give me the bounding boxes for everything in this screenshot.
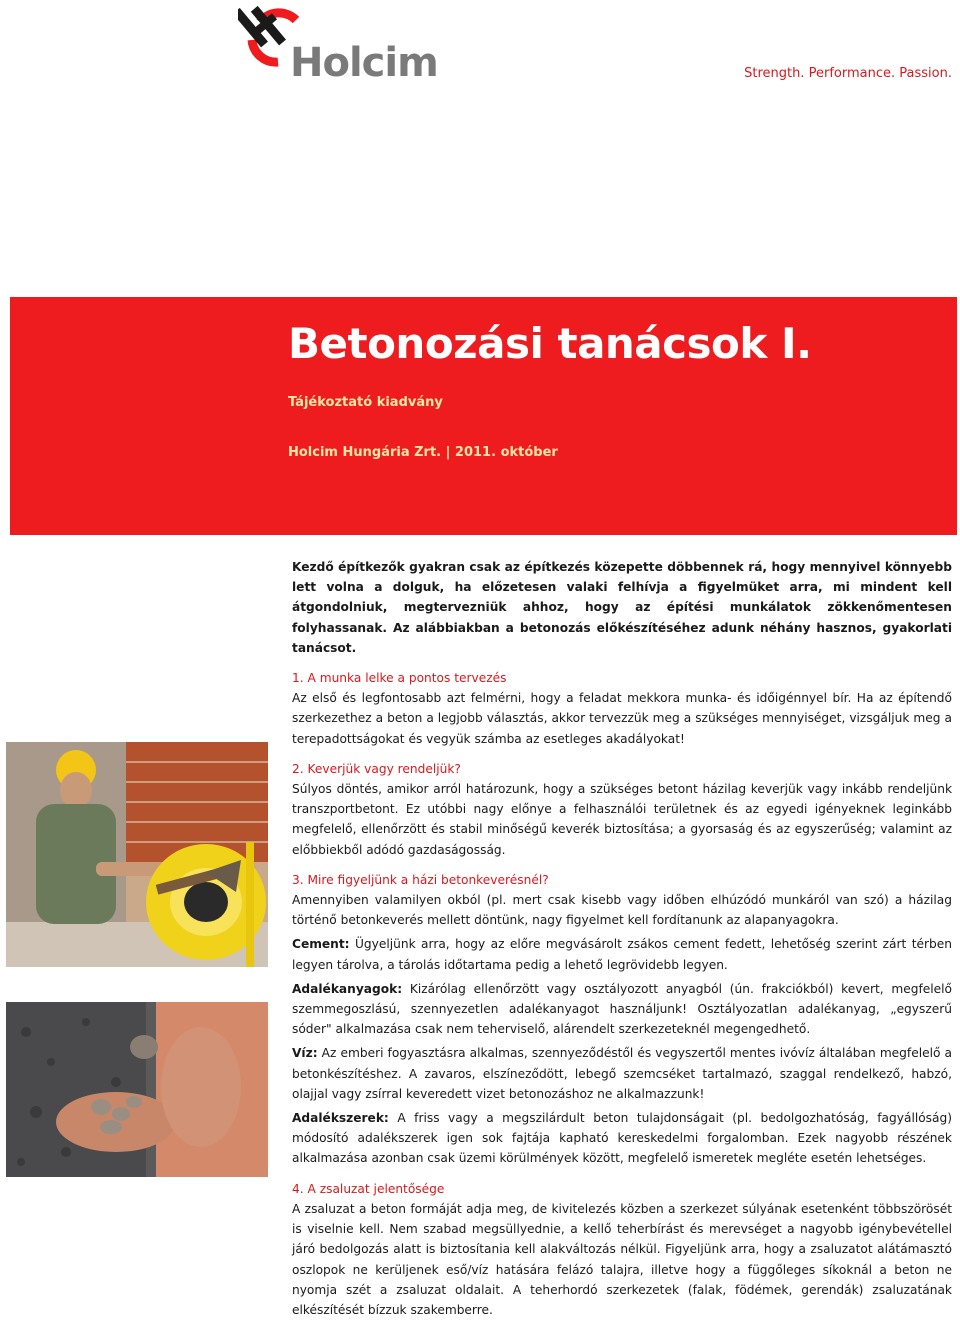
brand-tagline: Strength. Performance. Passion. bbox=[744, 66, 952, 81]
ingredient-text: Ügyeljünk arra, hogy az előre megvásárolt zsákos cement fedett, lehetőség szerint zárt térben legyen tárolva, a tárolás időtartama pedig a lehető legrövidebb legyen. bbox=[292, 937, 952, 972]
ingredient-term: Cement: bbox=[292, 937, 350, 952]
page-subtitle: Tájékoztató kiadvány bbox=[288, 395, 443, 410]
ingredient-text: Kizárólag ellenőrzött vagy osztályozott anyagból (ún. frakciókból) kevert, megfelelő szemmegoszlású, szennyezetlen adalékanyagot használjunk! Osztályozatlan adalékanyag, „egyszerű sóder" alkalmazása csak nem teherviselő, alárendelt szerkezeteknél megengedhető. bbox=[292, 981, 952, 1037]
page-title: Betonozási tanácsok I. bbox=[288, 319, 812, 368]
section-heading: 1. A munka lelke a pontos tervezés bbox=[292, 671, 507, 686]
title-banner bbox=[10, 297, 957, 535]
intro-paragraph: Kezdő építkezők gyakran csak az építkezés közepette döbbennek rá, hogy mennyivel könnyebb lett volna a dolguk, ha előzetesen valaki felhívja a figyelmüket arra, mi mindent kell átgondolniuk, megtervezniük ahhoz, hogy az építési munkálatok zökkenőmentesen folyhassanak. Az alábbiakban a betonozás előkészítéséhez adunk néhány hasznos, gyakorlati tanácsot. bbox=[292, 560, 952, 655]
aggregate-stones-photo bbox=[6, 1002, 268, 1177]
brand-name: Holcim bbox=[290, 40, 438, 86]
section-text: Amennyiben valamilyen okból (pl. mert csak kisebb vagy időben elhúzódó munkáról van szó) a házilag történő betonkeverés mellett döntünk, nagy figyelmet kell fordítanunk az alapanyagokra. bbox=[292, 893, 952, 928]
section-text: Súlyos döntés, amikor arról határozunk, hogy a szükséges betont házilag keverjük vagy inkább rendeljünk transzportbetont. Ez utóbbi nagy előnye a felhasználói területnek és az egyedi igényeknek leginkább megfelelő, ellenőrzött és stabil minőségű keverék biztosítása; a gyorsaság és az egyszerűség; valamint az előbbiekből adódó gazdaságosság. bbox=[292, 782, 952, 857]
article-body bbox=[292, 557, 952, 1320]
section-heading: 4. A zsaluzat jelentősége bbox=[292, 1181, 445, 1196]
ingredient-text: Az emberi fogyasztásra alkalmas, szennyeződéstől és vegyszertől mentes ivóvíz általában megfelelő a betonkészítéshez. A zavaros, elszíneződött, lebegő szemcséket tartalmazó, szaggal rendelkező, habzó, olajjal vagy zsírral keveredett vizet betonozáshoz ne alkalmazzunk! bbox=[292, 1046, 952, 1101]
section-text: A zsaluzat a beton formáját adja meg, de kivitelezés közben a szerkezet súlyának esetenként többszörösét is viselnie kell. Nem szabad megsüllyednie, a kellő teherbírást és merevséget a nagyobb igénybevétellel járó bedolgozás alatt is biztosítania kell alakváltozás nélkül. Figyeljünk arra, hogy a zsaluzatot alátámasztó oszlopok ne kerüljenek eső/víz hatására felázó talajra, illetve hogy a függőleges síkoknál a beton ne nyomja szét a zsaluzat oldalait. A teherhordó szerkezetek (falak, födémek, gerendák) zsaluzatának elkészítését bízzuk szakemberre. bbox=[292, 1201, 952, 1317]
ingredient-term: Víz: bbox=[292, 1046, 318, 1061]
section-heading: 2. Keverjük vagy rendeljük? bbox=[292, 761, 461, 776]
ingredient-term: Adalékanyagok: bbox=[292, 981, 403, 996]
section-text: Az első és legfontosabb azt felmérni, hogy a feladat mekkora munka- és időigénnyel bír. Ha az építendő szerkezethez a beton a legjobb választás, akkor tervezzük meg a szükséges mennyiséget, vizsgáljuk meg a terepadottságokat és vegyük számba az esetleges akadályokat! bbox=[292, 691, 952, 746]
ingredient-aggregates bbox=[292, 979, 952, 1040]
ingredient-water bbox=[292, 1043, 952, 1104]
section-heading: 3. Mire figyeljünk a házi betonkeverésnél? bbox=[292, 872, 549, 887]
ingredient-term: Adalékszerek: bbox=[292, 1111, 389, 1126]
ingredient-cement bbox=[292, 934, 952, 974]
publication-meta: Holcim Hungária Zrt. | 2011. október bbox=[288, 445, 558, 460]
concrete-mixer-photo bbox=[6, 742, 268, 967]
ingredient-admixtures bbox=[292, 1108, 952, 1169]
ingredient-text: A friss vagy a megszilárdult beton tulajdonságait (pl. bedolgozhatóság, fagyállóság) módosító adalékszerek igen sok fajtája kapható kereskedelmi forgalomban. Ezek nagyobb részének alkalmazása azonban csak üzemi körülmények között, megfelelő ismeretek megléte esetén lehetséges. bbox=[292, 1111, 952, 1166]
